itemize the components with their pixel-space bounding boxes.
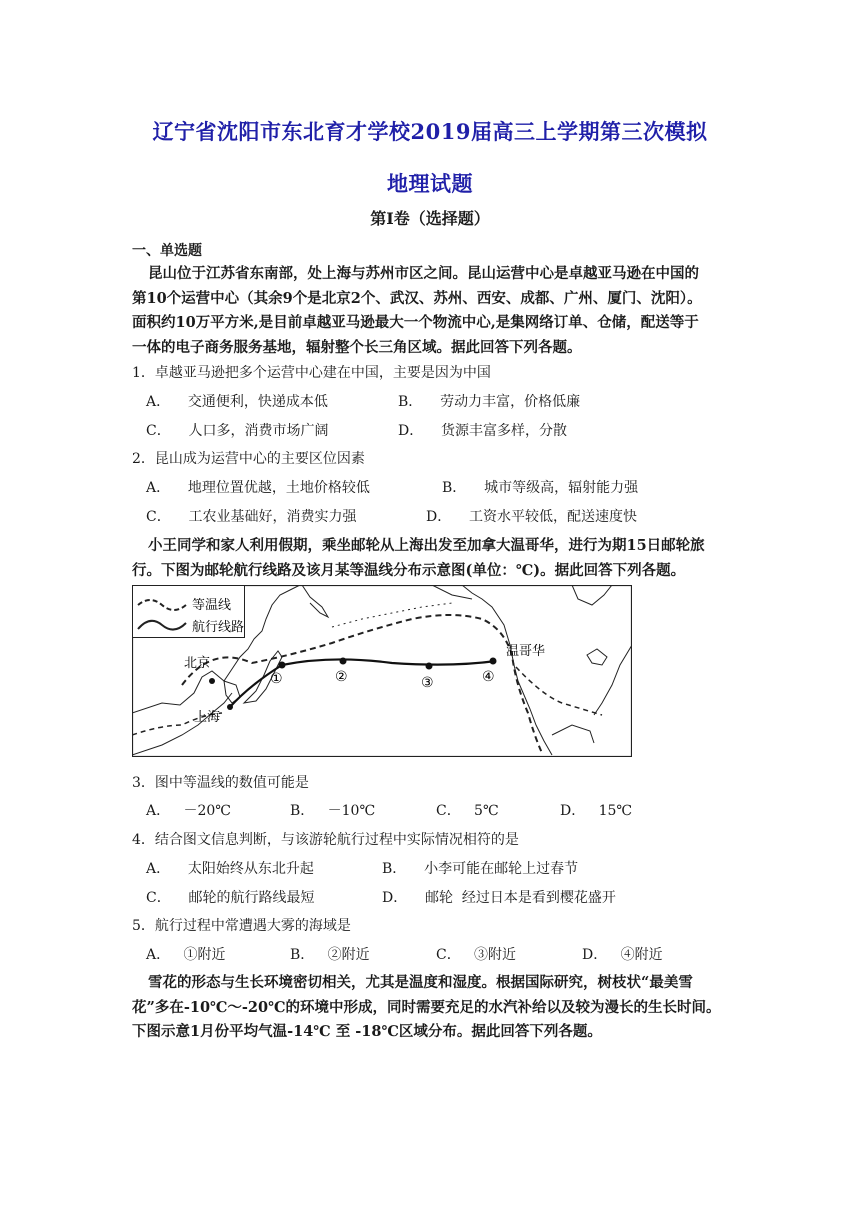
question-5-option-c: C． ③附近 <box>436 947 517 963</box>
passage-2-line: 小王同学和家人利用假期，乘坐邮轮从上海出发至加拿大温哥华，进行为期15日邮轮旅 <box>148 537 705 554</box>
point-2-marker <box>340 658 347 665</box>
point-3-label: ③ <box>421 675 434 691</box>
point-1-label: ① <box>270 671 283 687</box>
legend-route-label: 航行线路 <box>192 620 245 635</box>
shanghai-marker <box>227 704 233 710</box>
question-2-option-d: D． 工资水平较低，配送速度快 <box>426 509 638 525</box>
question-5-option-d: D． ④附近 <box>582 947 663 963</box>
document-title-line2: 地理试题 <box>387 171 473 196</box>
passage-3-line: 雪花的形态与生长环境密切相关，尤其是温度和湿度。根据国际研究，树枝状“最美雪 <box>148 974 693 991</box>
passage-2-line: 行。下图为邮轮航行线路及该月某等温线分布示意图(单位：℃)。据此回答下列各题。 <box>132 561 686 579</box>
question-4-stem: 4．结合图文信息判断，与该游轮航行过程中实际情况相符的是 <box>132 832 519 848</box>
question-3-option-a: A． －20℃ <box>146 803 231 819</box>
passage-3-line: 花”多在-10℃～-20℃的环境中形成，同时需要充足的水汽补给以及较为漫长的生长时间。 <box>132 998 721 1016</box>
beijing-marker <box>209 678 215 684</box>
question-1-option-b: B． 劳动力丰富，价格低廉 <box>398 394 581 410</box>
beijing-label: 北京 <box>184 656 211 671</box>
point-2-label: ② <box>335 669 348 685</box>
question-4-option-c: C． 邮轮的航行路线最短 <box>146 890 315 906</box>
question-4-option-d: D． 邮轮 经过日本是看到樱花盛开 <box>382 890 616 906</box>
section-title: 第Ⅰ卷（选择题） <box>370 209 490 228</box>
passage-3 <box>132 971 732 1045</box>
map-legend <box>133 586 245 638</box>
question-1-stem: 1．卓越亚马逊把多个运营中心建在中国，主要是因为中国 <box>132 365 491 381</box>
question-3-option-b: B． －10℃ <box>290 803 376 819</box>
document-title-line1: 辽宁省沈阳市东北育才学校2019届高三上学期第三次模拟 <box>152 119 708 144</box>
passage-1-line: 昆山位于江苏省东南部，处上海与苏州市区之间。昆山运营中心是卓越亚马逊在中国的 <box>148 265 699 282</box>
question-1-option-a: A． 交通便利，快递成本低 <box>146 394 328 410</box>
question-4-option-b: B． 小李可能在邮轮上过春节 <box>382 861 579 877</box>
question-2-option-a: A． 地理位置优越，土地价格较低 <box>146 480 370 496</box>
point-4-marker <box>490 658 497 665</box>
question-type-heading: 一、单选题 <box>132 243 202 259</box>
legend-isotherm-label: 等温线 <box>192 598 232 613</box>
question-1-option-d: D． 货源丰富多样，分散 <box>398 423 568 439</box>
passage-1 <box>132 262 732 360</box>
question-3-stem: 3．图中等温线的数值可能是 <box>132 775 309 791</box>
question-2-option-c: C． 工农业基础好，消费实力强 <box>146 509 357 525</box>
point-4-label: ④ <box>482 669 495 685</box>
question-5-option-b: B． ②附近 <box>290 947 370 963</box>
passage-2 <box>132 534 732 583</box>
passage-1-line: 一体的电子商务服务基地，辐射整个长三角区域。据此回答下列各题。 <box>132 338 582 356</box>
question-3-option-c: C． 5℃ <box>436 803 499 819</box>
passage-3-line: 下图示意1月份平均气温-14℃ 至 -18℃区域分布。据此回答下列各题。 <box>132 1023 602 1040</box>
point-3-marker <box>426 663 433 670</box>
question-3-option-d: D． 15℃ <box>560 803 633 819</box>
vancouver-label: 温哥华 <box>506 644 546 659</box>
passage-1-line: 面积约10万平方米,是目前卓越亚马逊最大一个物流中心,是集网络订单、仓储，配送等于 <box>132 314 699 331</box>
point-1-marker <box>279 662 286 669</box>
question-2-stem: 2．昆山成为运营中心的主要区位因素 <box>132 451 365 467</box>
question-5-stem: 5．航行过程中常遭遇大雾的海域是 <box>132 918 351 934</box>
question-4-option-a: A． 太阳始终从东北升起 <box>146 861 314 877</box>
question-5-option-a: A． ①附近 <box>146 947 226 963</box>
question-2-option-b: B． 城市等级高，辐射能力强 <box>442 480 639 496</box>
passage-1-line: 第10个运营中心（其余9个是北京2个、武汉、苏州、西安、成都、广州、厦门、沈阳）。 <box>132 289 702 307</box>
cruise-route-map <box>132 585 632 757</box>
shanghai-label: 上海 <box>194 710 221 725</box>
question-1-option-c: C． 人口多，消费市场广阔 <box>146 423 329 439</box>
